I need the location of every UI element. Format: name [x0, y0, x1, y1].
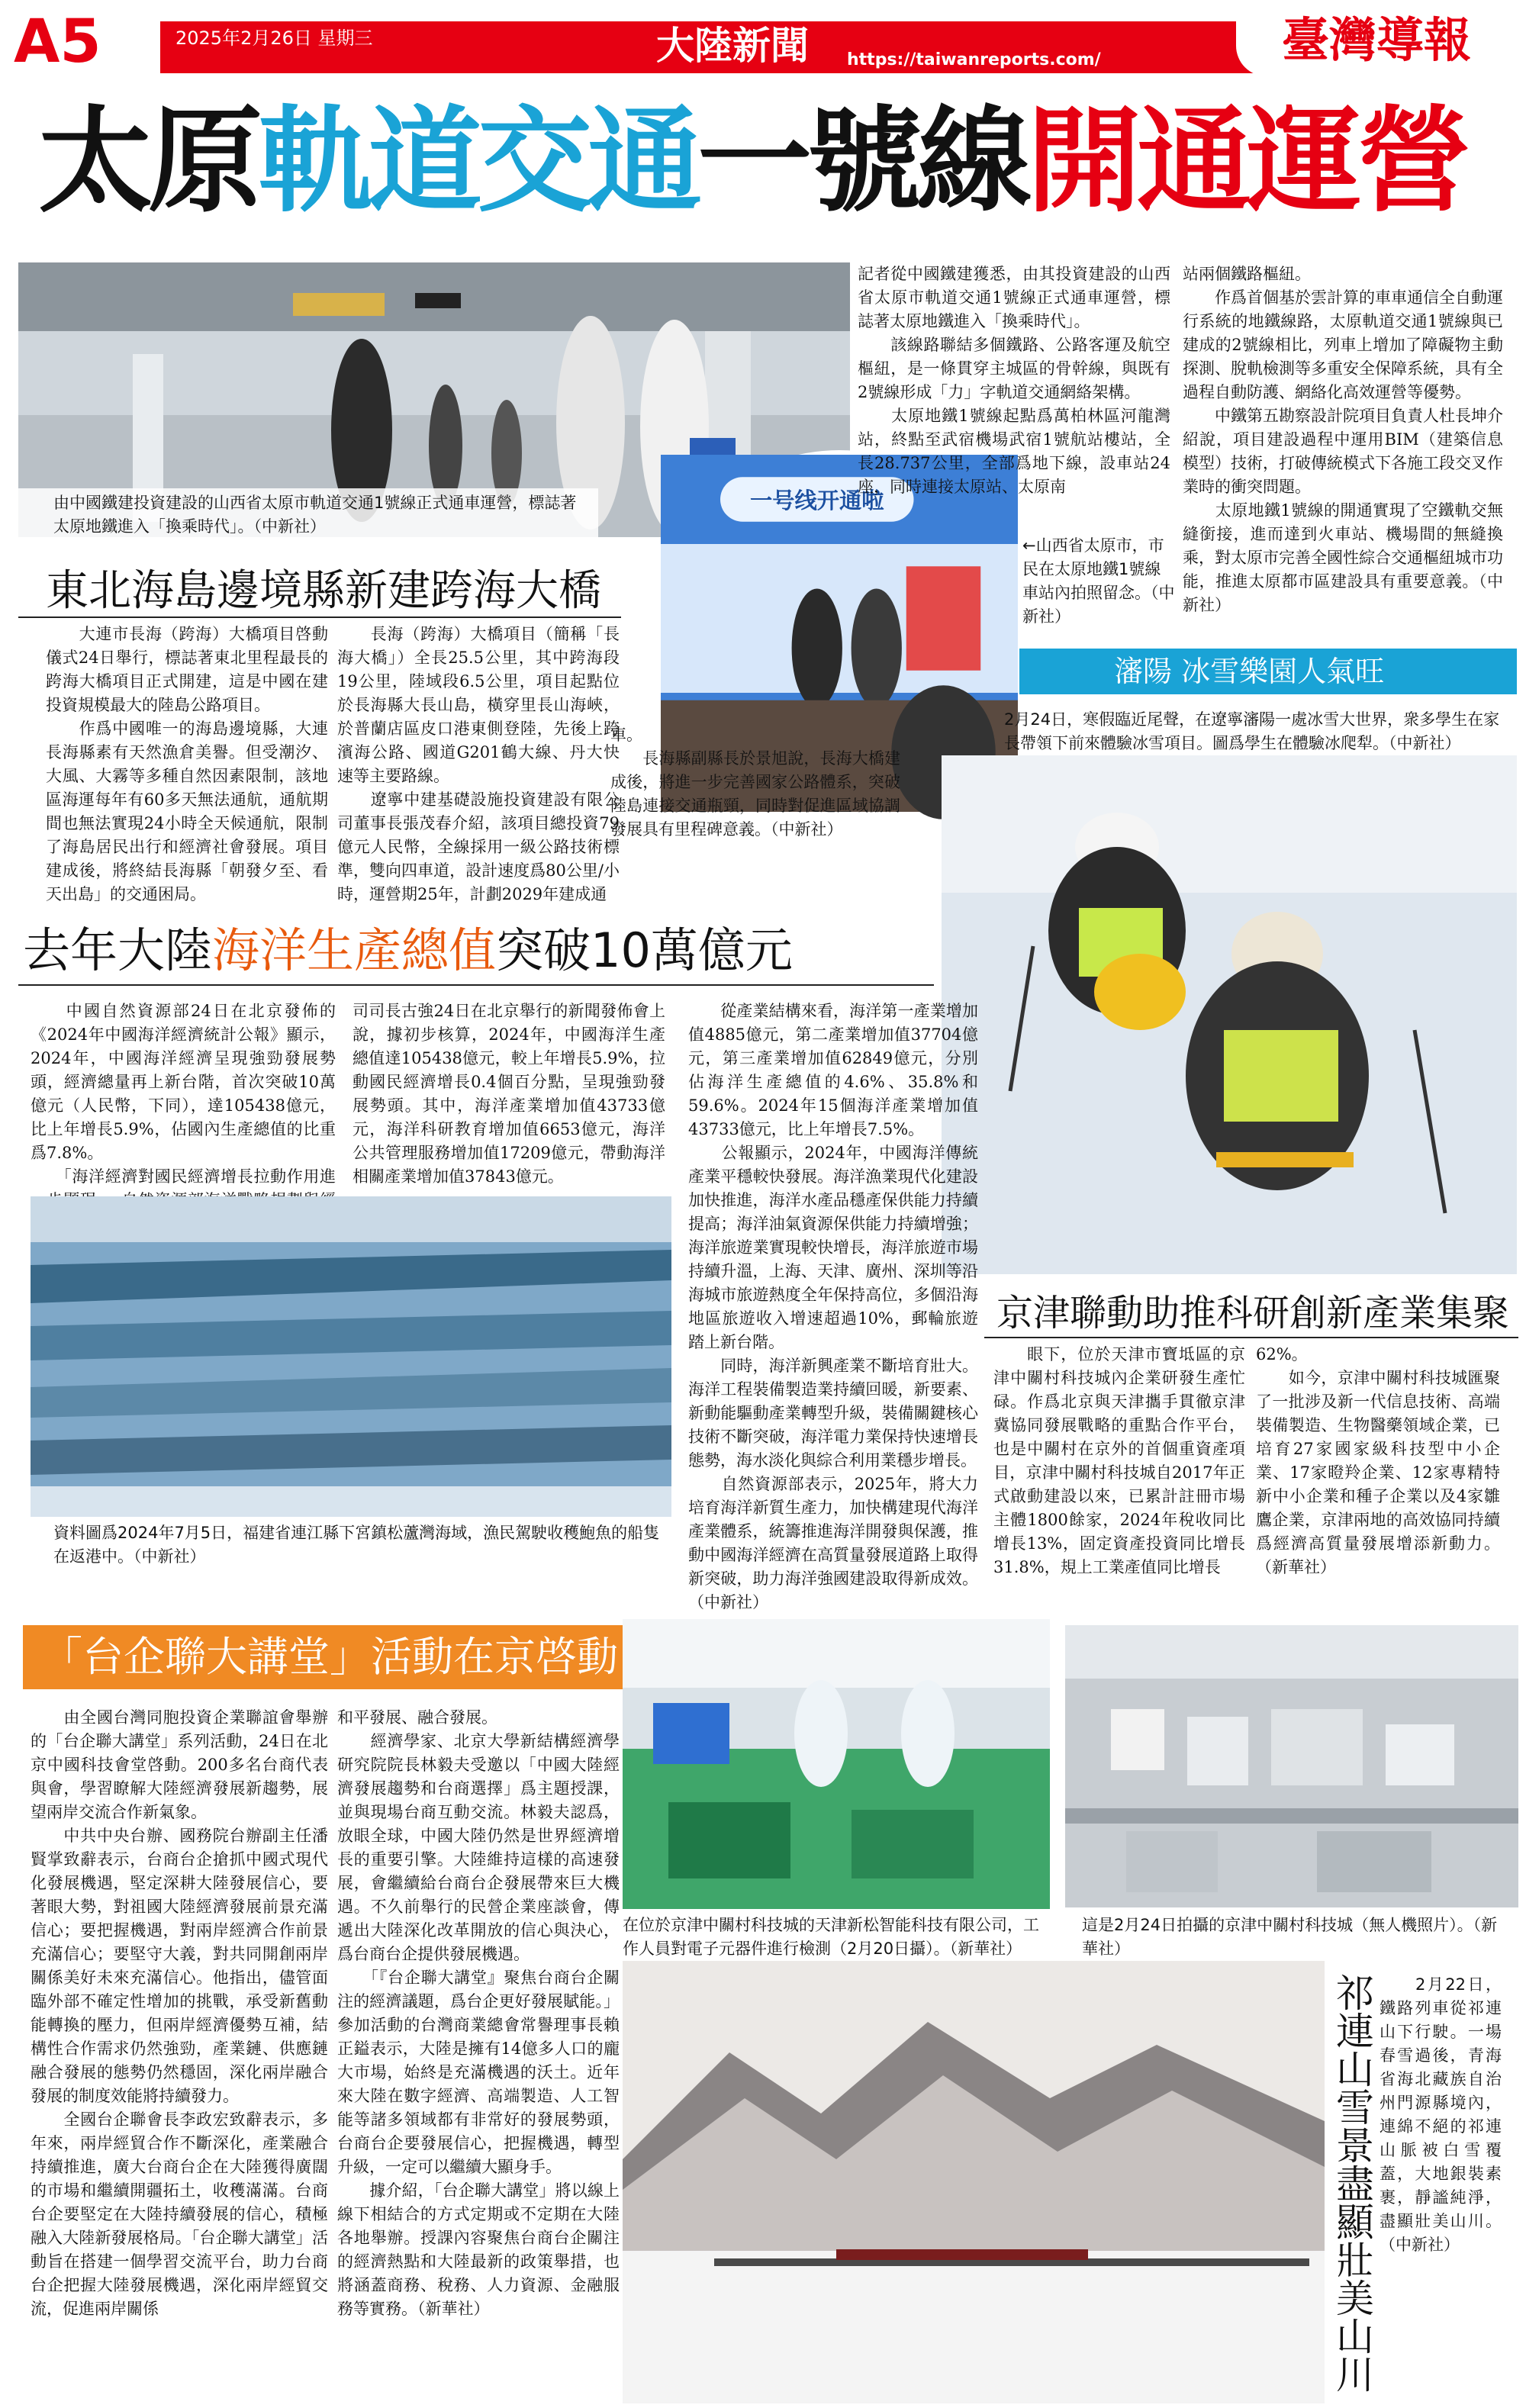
qilian-headline: 祁連山雪景盡顯壯美山川 [1330, 1973, 1374, 2393]
headline-part-4: 開通運營 [1027, 95, 1467, 228]
headline-part-3: 一號線 [697, 95, 1028, 228]
ocean-rule [18, 984, 934, 986]
site-url[interactable]: https://taiwanreports.com/ [847, 50, 1101, 69]
ice-headline: 瀋陽 冰雪樂園人氣旺 [1114, 655, 1385, 688]
aerial-photo-caption: 這是2月24日拍攝的京津中關村科技城（無人機照片）。（新華社） [1082, 1916, 1498, 1958]
bridge-rule [18, 616, 621, 618]
bridge-col-3: 車。 長海縣副縣長於景旭說，長海大橋建成後，將進一步完善國家公路體系，突破陸島連接交通瓶頸，同時對促進區域協調發展具有里程碑意義。（中新社） [610, 726, 900, 839]
ice-sled-photo [942, 755, 1517, 1274]
ocean-col-2: 司司長古強24日在北京舉行的新聞發佈會上說，據初步核算，2024年，中國海洋生產總值達105438億元，較上年增長5.9%，拉動國民經濟增長0.4個百分點，呈現強勁發展勢頭。其中，海洋產業增加值43733億元，海洋科研教育增加值6653億元，海洋公共管理服務增加值17209億元，帶動海洋相關產業增加值37843億元。 [353, 1002, 665, 1186]
metro-inset-caption: ←山西省太原市，市民在太原地鐵1號線車站內拍照留念。（中新社） [1022, 536, 1175, 626]
inset-sign-text: 一号线开通啦 [750, 488, 884, 514]
metro-article-col-2: 站兩個鐵路樞紐。 作爲首個基於雲計算的車車通信全自動運行系統的地鐵線路，太原軌道交通1號線與已建成的2號線相比，列車上增加了障礙物主動探測、脫軌檢測等多重安全保障系統，具有全過程自動防護、網絡化高效運營等優勢。 中鐵第五勘察設計院項目負責人杜長坤介紹說，項目建設過程中運用BIM（建築信息模型）技術，打破傳統模式下各施工段交叉作業時的衝突問題。 太原地鐵1號線的開通實現了空鐵軌交無縫銜接，進而達到火車站、機場間的無縫換乘，對太原市完善全國性綜合交通樞紐城市功能，推進太原都市區建設具有重要意義。（中新社） [1183, 265, 1503, 614]
metro-article-col-1: 記者從中國鐵建獲悉，由其投資建設的山西省太原市軌道交通1號線正式通車運營，標誌著太原地鐵進入「換乘時代」。 該線路聯結多個鐵路、公路客運及航空樞紐，是一條貫穿主城區的骨幹線，與既有2號線形成「力」字軌道交通網絡架構。 太原地鐵1號線起點爲萬柏林區河龍灣站，終點至武宿機場武宿1號航站樓站，全長28.737公里，全部爲地下線，設車站24座，同時連接太原站、太原南 [858, 265, 1170, 496]
bridge-col-2: 長海（跨海）大橋項目（簡稱「長海大橋」）全長25.5公里，其中跨海段19公里，陸域段6.5公里，項目起點位於長海縣大長山島，橫穿里長山海峽，於普蘭店區皮口港東側登陸，先後上跨濱海公路、國道G201鶴大線、丹大快速等主要路線。 遼寧中建基礎設施投資建設有限公司董事長張茂春介紹，該項目總投資79億元人民幣，全線採用一級公路技術標準，雙向四車道，設計速度爲80公里/小時，運營期25年，計劃2029年建成通 [337, 625, 620, 903]
page-letter: A [14, 8, 60, 76]
issue-date: 2025年2月26日 星期三 [175, 27, 373, 49]
ocean-headline-1: 去年大陸 [23, 922, 213, 978]
headline-part-1: 太原 [38, 95, 259, 228]
science-city-aerial-photo [1065, 1625, 1518, 1907]
headline-part-2: 軌道交通 [258, 95, 698, 228]
taiqi-col-2: 和平發展、融合發展。 經濟學家、北京大學新結構經濟學研究院院長林毅夫受邀以「中國大陸經濟發展趨勢和台商選擇」爲主題授課，並與現場台商互動交流。林毅夫認爲，放眼全球，中國大陸仍然是世界經濟增長的重要引擎。大陸維持這樣的高速發展，會繼續給台商台企發展帶來巨大機遇。不久前舉行的民營企業座談會，傳遞出大陸深化改革開放的信心與決心，爲台商台企提供發展機遇。 「『台企聯大講堂』聚焦台商台企關注的經濟議題，爲台企更好發展賦能。」參加活動的台灣商業總會常譽理事長賴正鎰表示，大陸是擁有14億多人口的龐大市場，始終是充滿機遇的沃土。近年來大陸在數字經濟、高端製造、人工智能等諸多領域都有非常好的發展勢頭，台商台企要發展信心，把握機遇，轉型升級，一定可以繼續大顯身手。 據介紹，「台企聯大講堂」將以線上線下相結合的方式定期或不定期在大陸各地舉辦。授課內容聚焦台商台企關注的經濟熱點和大陸最新的政策舉措，也將涵蓋商務、稅務、人力資源、金融服務等實務。（新華社） [337, 1708, 620, 2318]
jinjin-col-1: 眼下，位於天津市寶坻區的京津中關村科技城內企業研發生產忙碌。作爲北京與天津攜手貫徹京津冀協同發展戰略的重點合作平台，也是中關村在京外的首個重資產項目，京津中關村科技城自2017年正式啟動建設以來，已累計註冊市場主體1800餘家，2024年稅收同比增長13%，固定資產投資同比增長31.8%，規上工業產值同比增長 [993, 1345, 1245, 1576]
jinjin-rule [984, 1337, 1518, 1338]
metro-photo-caption: 由中國鐵建投資建設的山西省太原市軌道交通1號線正式通車運營，標誌著太原地鐵進入「換乘時代」。（中新社） [53, 494, 577, 536]
jinjin-headline: 京津聯動助推科研創新產業集聚 [996, 1292, 1510, 1334]
ocean-headline-2: 海洋生產總值 [212, 922, 497, 978]
ocean-col-1: 中國自然資源部24日在北京發佈的《2024年中國海洋經濟統計公報》顯示，2024年，中國海洋經濟呈現強勁發展勢頭，經濟總量再上新台階，首次突破10萬億元（人民幣，下同），達105438億元，比上年增長5.9%，佔國內生產總值的比重爲7.8%。 「海洋經濟對國民經濟增長拉動作用進 [31, 1002, 336, 1186]
newspaper-logo: 臺灣導報 [1282, 12, 1472, 68]
ocean-photo-caption: 資料圖爲2024年7月5日，福建省連江縣下宮鎮松蘆灣海域，漁民駕駛收穫鮑魚的船隻在返港中。（中新社） [53, 1524, 660, 1566]
ice-caption: 2月24日，寒假臨近尾聲，在遼寧瀋陽一處冰雪大世界，衆多學生在家長帶領下前來體驗冰雪項目。圖爲學生在體驗冰爬犁。（中新社） [1004, 710, 1500, 752]
masthead [0, 0, 1526, 84]
qilian-mountain-train-photo [623, 1961, 1325, 2403]
jinjin-col-2: 62%。 如今，京津中關村科技城匯聚了一批涉及新一代信息技術、高端裝備製造、生物醫藥領域企業，已培育27家國家級科技型中小企業、17家瞪羚企業、12家專精特新中小企業和種子企業以及4家雛鷹企業，京津兩地的高效協同持續爲經濟高質量發展增添新動力。（新華社） [1256, 1345, 1500, 1576]
ocean-headline [23, 922, 793, 980]
section-name: 大陸新聞 [656, 24, 809, 68]
page-number [14, 8, 101, 76]
page-num: 5 [60, 8, 101, 76]
bridge-col-1: 大連市長海（跨海）大橋項目啓動儀式24日舉行，標誌著東北里程最長的跨海大橋項目正式開建，這是中國在建投資規模最大的陸島公路項目。 作爲中國唯一的海島邊境縣，大連長海縣素有天然漁倉美譽。但受潮汐、大風、大霧等多種自然因素限制，該地區海運每年有60多天無法通航，通航期間也無法實現24小時全天候通航，限制了海島居民出行和經濟社會發展。項目建成後，將終結長海縣「朝發夕至、看天出島」的交通困局。 [46, 625, 328, 903]
qilian-caption: 2月22日，鐵路列車從祁連山下行駛。一場春雪過後，青海省海北藏族自治州門源縣境內，連綿不絕的祁連山脈被白雪覆蓋，大地銀裝素裹，靜謐純淨，盡顯壯美山川。（中新社） [1380, 1975, 1502, 2254]
ocean-col-3: 從產業結構來看，海洋第一產業增加值4885億元，第二產業增加值37704億元，第三產業增加值62849億元，分別佔海洋生產總值的4.6%、35.8%和59.6%。2024年15個海洋產業增加值43733億元，比上年增長7.5%。 公報顯示，2024年，中國海洋傳統產業平穩較快發展。海洋漁業現代化建設加快推進，海洋水產品穩產保供能力持續提高；海洋油氣資源保供能力持續增強；海洋旅遊業實現較快增長，海洋旅遊市場持續升溫，上海、天津、廣州、深圳等沿海城市旅遊熱度全年保持高位，多個沿海地區旅遊收入增速超過10%，郵輪旅遊踏上新台階。 同時，海洋新興產業不斷培育壯大。海洋工程裝備製造業持續回暖，新要素、新動能驅動產業轉型升級，裝備關鍵核心技術不斷突破，海洋電力業保持快速增長態勢，海水淡化與綜合利用業穩步增長。 自然資源部表示，2025年，將大力培育海洋新質生產力，加快構建現代海洋產業體系，統籌推進海洋開發與保護，推動中國海洋經濟在高質量發展道路上取得新突破，助力海洋強國建設取得新成效。（中新社） [688, 1002, 978, 1611]
lab-photo-caption: 在位於京津中關村科技城的天津新松智能科技有限公司，工作人員對電子元器件進行檢測（2月20日攝）。（新華社） [623, 1916, 1039, 1958]
bridge-headline: 東北海島邊境縣新建跨海大橋 [46, 566, 601, 616]
taiqi-headline: 「台企聯大講堂」活動在京啓動 [41, 1633, 618, 1681]
ocean-headline-3: 突破10萬億元 [496, 922, 793, 978]
taiqi-col-1: 由全國台灣同胞投資企業聯誼會舉辦的「台企聯大講堂」系列活動，24日在北京中國科技會堂啓動。200多名台商代表與會，學習瞭解大陸經濟發展新趨勢，展望兩岸交流合作新氣象。 中共中央台辦、國務院台辦副主任潘賢掌致辭表示，台商台企搶抓中國式現代化發展機遇，堅定深耕大陸發展信心，要著眼大勢，對祖國大陸經濟發展前景充滿信心；要把握機遇，對兩岸經濟合作前景充滿信心；要堅守大義，對共同開創兩岸關係美好未來充滿信心。他指出，儘管面臨外部不確定性增加的挑戰，承受新舊動能轉換的壓力，但兩岸經濟優勢互補，結構性合作需求仍然強勁，產業鏈、供應鏈融合發展的態勢仍然穩固，深化兩岸融合發展的制度效能將持續發力。 全國台企聯會長李政宏致辭表示，多年來，兩岸經貿合作不斷深化，產業融合持續推進，廣大台商台企在大陸獲得廣闊的市場和繼續開疆拓土，收穫滿滿。台商台企要堅定在大陸持續發展的信心，積極融入大陸新發展格局。「台企聯大講堂」活動旨在搭建一個學習交流平台，助力台商台企把握大陸發展機遇，深化兩岸經貿交流，促進兩岸關係 [31, 1708, 328, 2318]
electronics-lab-photo [623, 1619, 1050, 1909]
main-headline [38, 85, 1466, 238]
fishing-boats-photo [31, 1196, 671, 1517]
